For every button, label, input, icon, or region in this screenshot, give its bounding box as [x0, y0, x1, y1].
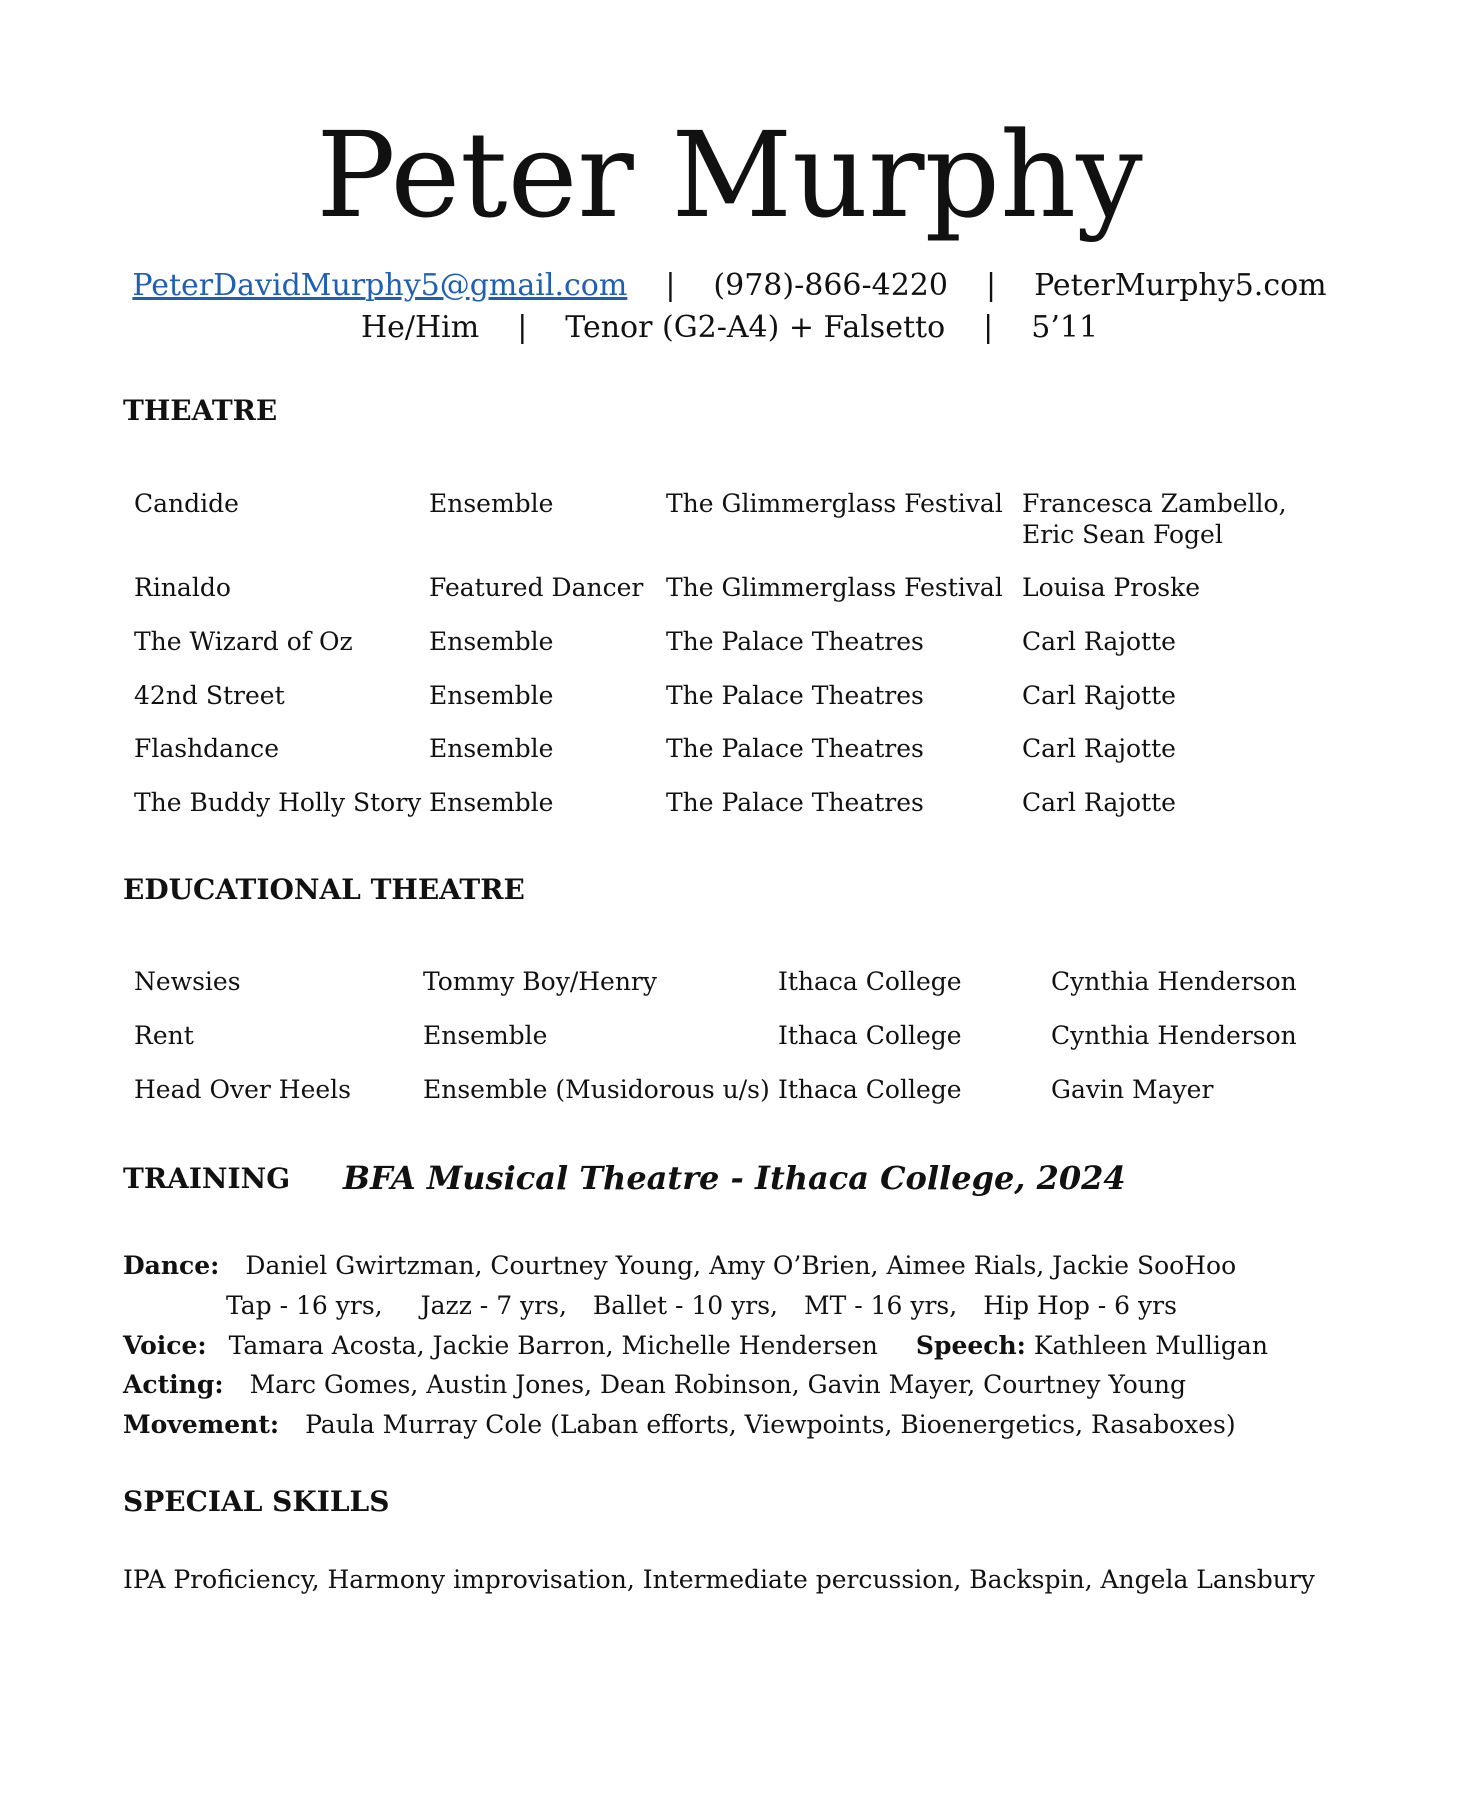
dance-year: Ballet - 10 yrs,	[592, 1291, 778, 1320]
table-cell-company: The Glimmerglass Festival	[666, 489, 1003, 518]
table-cell-company: The Palace Theatres	[666, 734, 924, 763]
table-cell-company: The Palace Theatres	[666, 788, 924, 817]
training-degree: BFA Musical Theatre - Ithaca College, 2024	[343, 1159, 1126, 1197]
special-skills-heading: SPECIAL SKILLS	[123, 1485, 390, 1518]
table-cell-company: The Palace Theatres	[666, 627, 924, 656]
height: 5’11	[1031, 310, 1099, 345]
separator: |	[665, 268, 676, 303]
table-cell-company: The Palace Theatres	[666, 681, 924, 710]
voice-label: Voice:	[123, 1331, 207, 1360]
acting-label: Acting:	[123, 1370, 224, 1399]
table-cell-director: Eric Sean Fogel	[1022, 520, 1223, 549]
special-skills-text: IPA Proficiency, Harmony improvisation, Intermediate percussion, Backspin, Angela Lansbury	[123, 1565, 1315, 1594]
table-cell-director: Carl Rajotte	[1022, 734, 1176, 763]
table-cell-director: Carl Rajotte	[1022, 788, 1176, 817]
table-cell-show: Rinaldo	[134, 573, 231, 602]
movement-teachers: Paula Murray Cole (Laban efforts, Viewpoints, Bioenergetics, Rasaboxes)	[305, 1410, 1236, 1439]
table-cell-company: Ithaca College	[778, 1021, 962, 1050]
separator: |	[985, 268, 997, 303]
dance-year: Jazz - 7 yrs,	[420, 1291, 567, 1320]
educational-theatre-heading: EDUCATIONAL THEATRE	[123, 873, 525, 906]
training-movement	[123, 1409, 1236, 1441]
contact-line-1	[0, 266, 1459, 306]
voice-teachers: Tamara Acosta, Jackie Barron, Michelle Hendersen	[228, 1331, 878, 1360]
table-cell-show: Rent	[134, 1021, 194, 1050]
email-link[interactable]: PeterDavidMurphy5@gmail.com	[132, 268, 628, 303]
training-dance	[123, 1250, 1236, 1282]
table-cell-company: Ithaca College	[778, 1075, 962, 1104]
theatre-heading: THEATRE	[123, 394, 278, 427]
table-cell-show: 42nd Street	[134, 681, 285, 710]
table-cell-show: Head Over Heels	[134, 1075, 351, 1104]
table-cell-company: The Glimmerglass Festival	[666, 573, 1003, 602]
website: PeterMurphy5.com	[1034, 268, 1327, 303]
movement-label: Movement:	[123, 1410, 280, 1439]
pronouns: He/Him	[360, 310, 480, 345]
table-cell-show: The Wizard of Oz	[134, 627, 353, 656]
table-cell-role: Ensemble (Musidorous u/s)	[423, 1075, 770, 1104]
table-cell-show: Flashdance	[134, 734, 279, 763]
training-voice	[123, 1330, 1268, 1362]
separator: |	[517, 310, 528, 345]
training-heading: TRAINING	[123, 1162, 291, 1195]
table-cell-role: Ensemble	[429, 734, 554, 763]
table-cell-role: Featured Dancer	[429, 573, 644, 602]
table-cell-director: Louisa Proske	[1022, 573, 1201, 602]
table-cell-director: Francesca Zambello,	[1022, 489, 1287, 518]
phone: (978)-866-4220	[713, 268, 948, 303]
dance-label: Dance:	[123, 1251, 220, 1280]
table-cell-role: Ensemble	[429, 681, 554, 710]
dance-year: MT - 16 yrs,	[803, 1291, 958, 1320]
table-cell-director: Cynthia Henderson	[1051, 1021, 1297, 1050]
dance-teachers: Daniel Gwirtzman, Courtney Young, Amy O’Brien, Aimee Rials, Jackie SooHoo	[245, 1251, 1237, 1280]
separator: |	[983, 310, 994, 345]
table-cell-role: Ensemble	[429, 788, 554, 817]
table-cell-role: Tommy Boy/Henry	[423, 967, 658, 996]
acting-teachers: Marc Gomes, Austin Jones, Dean Robinson, Gavin Mayer, Courtney Young	[249, 1370, 1187, 1399]
table-cell-role: Ensemble	[429, 627, 554, 656]
voice-type: Tenor (G2-A4) + Falsetto	[565, 310, 946, 345]
resume-name: Peter Murphy	[316, 106, 1143, 244]
table-cell-director: Carl Rajotte	[1022, 627, 1176, 656]
table-cell-show: The Buddy Holly Story	[134, 788, 422, 817]
table-cell-director: Carl Rajotte	[1022, 681, 1176, 710]
table-cell-show: Newsies	[134, 967, 241, 996]
speech-teacher: Kathleen Mulligan	[1033, 1331, 1268, 1360]
table-cell-show: Candide	[134, 489, 239, 518]
table-cell-role: Ensemble	[423, 1021, 548, 1050]
contact-line-2	[0, 308, 1459, 348]
table-cell-director: Gavin Mayer	[1051, 1075, 1214, 1104]
table-cell-company: Ithaca College	[778, 967, 962, 996]
speech-label: Speech:	[915, 1331, 1026, 1360]
table-cell-director: Cynthia Henderson	[1051, 967, 1297, 996]
dance-year: Tap - 16 yrs,	[226, 1291, 383, 1320]
training-dance-years	[226, 1290, 1177, 1322]
dance-year: Hip Hop - 6 yrs	[983, 1291, 1177, 1320]
training-acting	[123, 1369, 1186, 1401]
table-cell-role: Ensemble	[429, 489, 554, 518]
